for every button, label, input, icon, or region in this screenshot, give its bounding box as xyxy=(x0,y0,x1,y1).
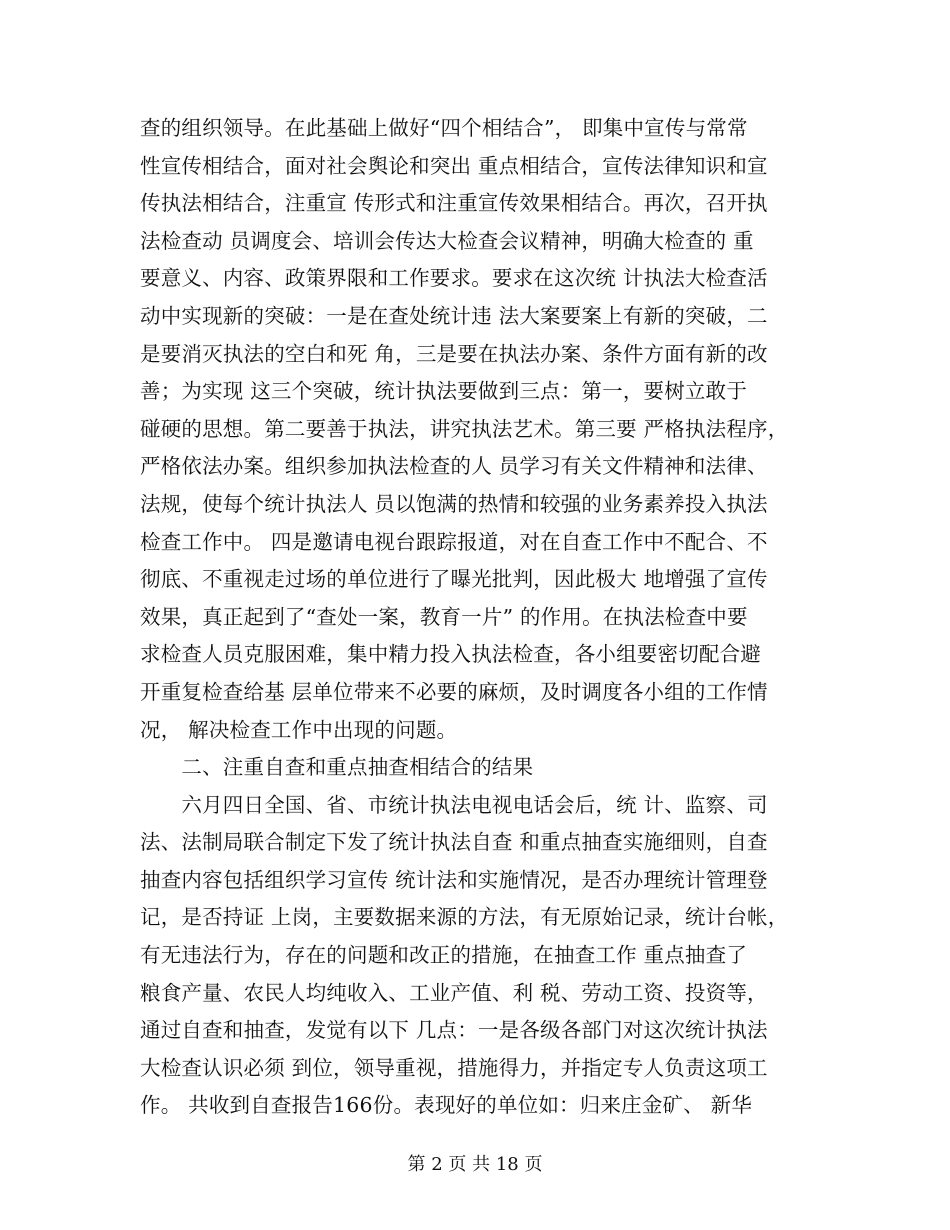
text-line: 彻底、不重视走过场的单位进行了曝光批判，因此极大 地增强了宣传 xyxy=(140,567,768,592)
text-line: 大检查认识必须 到位，领导重视，措施得力，并指定专人负责这项工 xyxy=(140,1055,768,1080)
text-line: 法规，使每个统计执法人 员以饱满的热情和较强的业务素养投入执法 xyxy=(140,491,768,516)
section-heading: 二、注重自查和重点抽查相结合的结果 xyxy=(140,755,534,780)
text-line: 抽查内容包括组织学习宣传 统计法和实施情况，是否办理统计管理登 xyxy=(140,867,768,892)
page-number-footer: 第 2 页 共 18 页 xyxy=(407,1154,543,1175)
body-text xyxy=(140,110,830,1125)
text-line: 法检查动 员调度会、培训会传达大检查会议精神，明确大检查的 重 xyxy=(140,228,754,253)
text-line: 性宣传相结合，面对社会舆论和突出 重点相结合，宣传法律知识和宣 xyxy=(140,153,768,178)
text-line: 粮食产量、农民人均纯收入、工业产值、利 税、劳动工资、投资等， xyxy=(140,980,768,1005)
text-line: 作。 共收到自查报告166份。表现好的单位如：归来庄金矿、 新华 xyxy=(140,1093,753,1118)
text-line: 求检查人员克服困难，集中精力投入执法检查，各小组要密切配合避 xyxy=(140,642,761,667)
text-line: 通过自查和抽查，发觉有以下 几点：一是各级各部门对这次统计执法 xyxy=(140,1018,768,1043)
text-line: 是要消灭执法的空白和死 角，三是要在执法办案、条件方面有新的改 xyxy=(140,341,768,366)
text-line: 六月四日全国、省、市统计执法电视电话会后，统 计、监察、司 xyxy=(140,792,768,817)
text-line: 查的组织领导。在此基础上做好“四个相结合”， 即集中宣传与常常 xyxy=(140,116,748,140)
text-line: 严格依法办案。组织参加执法检查的人 员学习有关文件精神和法律、 xyxy=(140,454,768,479)
text-line: 传执法相结合，注重宣 传形式和注重宣传效果相结合。再次，召开执 xyxy=(140,191,768,216)
text-line: 开重复检查给基 层单位带来不必要的麻烦，及时调度各小组的工作情 xyxy=(140,679,768,704)
text-line: 善；为实现 这三个突破，统计执法要做到三点：第一，要树立敢于 xyxy=(140,379,748,404)
text-line: 记，是否持证 上岗，主要数据来源的方法，有无原始记录，统计台帐， xyxy=(140,905,789,930)
text-line: 动中实现新的突破：一是在查处统计违 法大案要案上有新的突破，二 xyxy=(140,303,768,328)
text-line: 效果，真正起到了“查处一案，教育一片” 的作用。在执法检查中要 xyxy=(140,604,748,629)
text-line: 碰硬的思想。第二要善于执法，讲究执法艺术。第三要 严格执法程序， xyxy=(140,416,789,441)
text-line: 要意义、内容、政策界限和工作要求。要求在这次统 计执法大检查活 xyxy=(140,266,768,291)
text-line: 检查工作中。 四是邀请电视台跟踪报道，对在自查工作中不配合、不 xyxy=(140,529,768,554)
text-line: 况， 解决检查工作中出现的问题。 xyxy=(140,717,458,742)
text-line: 法、法制局联合制定下发了统计执法自查 和重点抽查实施细则，自查 xyxy=(140,830,768,855)
text-line: 有无违法行为，存在的问题和改正的措施，在抽查工作 重点抽查了 xyxy=(140,943,748,968)
